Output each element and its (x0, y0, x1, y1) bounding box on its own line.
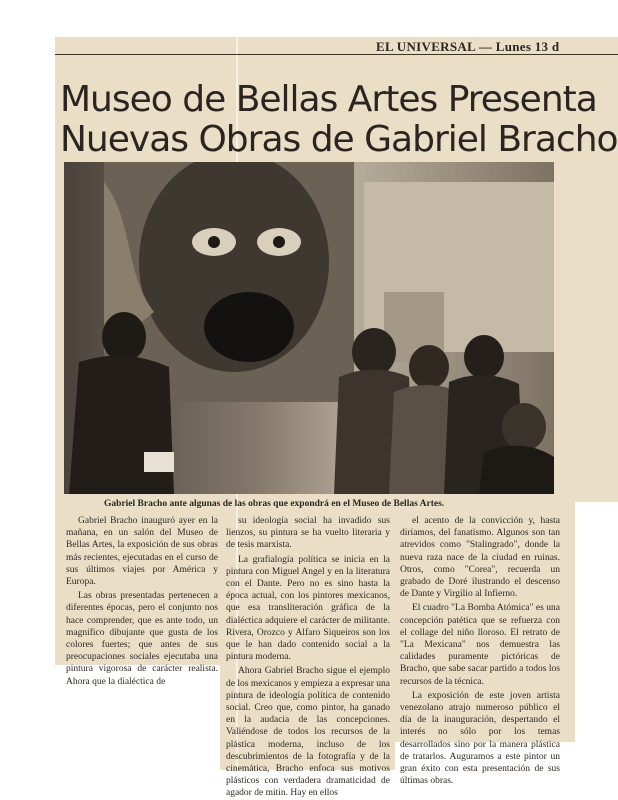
headline-line-2: Nuevas Obras de Gabriel Bracho (60, 119, 618, 160)
person-gabriel-bracho-head (102, 312, 146, 362)
paper-in-hand (144, 452, 174, 472)
person-gabriel-bracho-suit (69, 356, 174, 494)
paragraph: La exposición de este joven artista venezolano atrajo numeroso público el día de la inauguración, despertando el interés no sólo por los temas desarrollados sino por la manera plástica de tratarlos. Auguramos a este pintor un gran éxito con esta presentación de sus últimas obras. (400, 690, 560, 787)
masthead-rule (55, 54, 618, 55)
paragraph: Ahora Gabriel Bracho sigue el ejemplo de los mexicanos y empieza a expresar una pintura de ideología política de contenido social. Creo que, como pintor, ha ganado en la audacia de las concepciones. Valiéndose de todos los recursos de la plástica moderna, incluso de los descubrimientos de la fotografía y de la cinemática, Bracho enfoca sus motivos plásticos con verdadera dramaticidad de agador de mitin. Hay en ellos (226, 666, 390, 799)
paragraph: El cuadro "La Bomba Atómica" es una concepción patética que se refuerza con el collage del niño lloroso. El retrato de "La Mexicana" nos demuestra las calidades puramente pictóricas de Bracho, que sabe sacar partido a todos los recursos de la técnica. (400, 603, 560, 687)
painted-open-mouth (204, 292, 294, 362)
article-column-1 (66, 515, 218, 688)
visitor-with-glasses-head (502, 403, 546, 451)
visitor-head-1 (352, 328, 396, 376)
paragraph: el acento de la convicción y, hasta diríamos, del fanatismo. Algunos son tan atrevidos como "Stalingrado", donde la nueva raza nace de la ciudad en ruinas. Otros, como "Corea", recuerda un grabado de Doré ilustrando el descenso de Dante y Virgilio al Infierno. (400, 516, 560, 600)
headline-line-1: Museo de Bellas Artes Presenta (60, 79, 597, 120)
paragraph: su ideología social ha invadido sus lienzos, su pintura se ha vuelto literaria y de tesis marxista. (226, 516, 390, 551)
paragraph: La grafialogía política se inicia en la pintura con Miguel Angel y en la literatura con el Dante. Pero no es sino hasta la época actual, con los pintores mexicanos, que esa transliteración gráfica de la dialéctica adquiere el carácter de militante. Rivera, Orozco y Alfaro Siqueiros son los que le han dado contenido social a la pintura moderna. (226, 554, 390, 663)
exhibition-photo (64, 162, 554, 494)
article-column-3 (400, 515, 560, 787)
newspaper-masthead: EL UNIVERSAL — Lunes 13 d (376, 39, 560, 54)
paragraph: Gabriel Bracho inauguró ayer en la mañana, en un salón del Museo de Bellas Artes, la exposición de sus obras más recientes, ejecutadas en el curso de sus últimos viajes por América y Europa. (66, 516, 218, 588)
photo-illustration (64, 162, 554, 494)
paragraph: Las obras presentadas pertenecen a diferentes épocas, pero el conjunto nos hace comprender, que es ante todo, un magnífico dibujante que gusta de los colores fuertes; que antes de sus preocupaciones sociales ejecutaba una pintura vigorosa de carácter realista. Ahora que la dialéctica de (66, 591, 218, 687)
photo-caption: Gabriel Bracho ante algunas de las obras que expondrá en el Museo de Bellas Artes. (104, 499, 445, 509)
article-column-2 (226, 515, 390, 800)
